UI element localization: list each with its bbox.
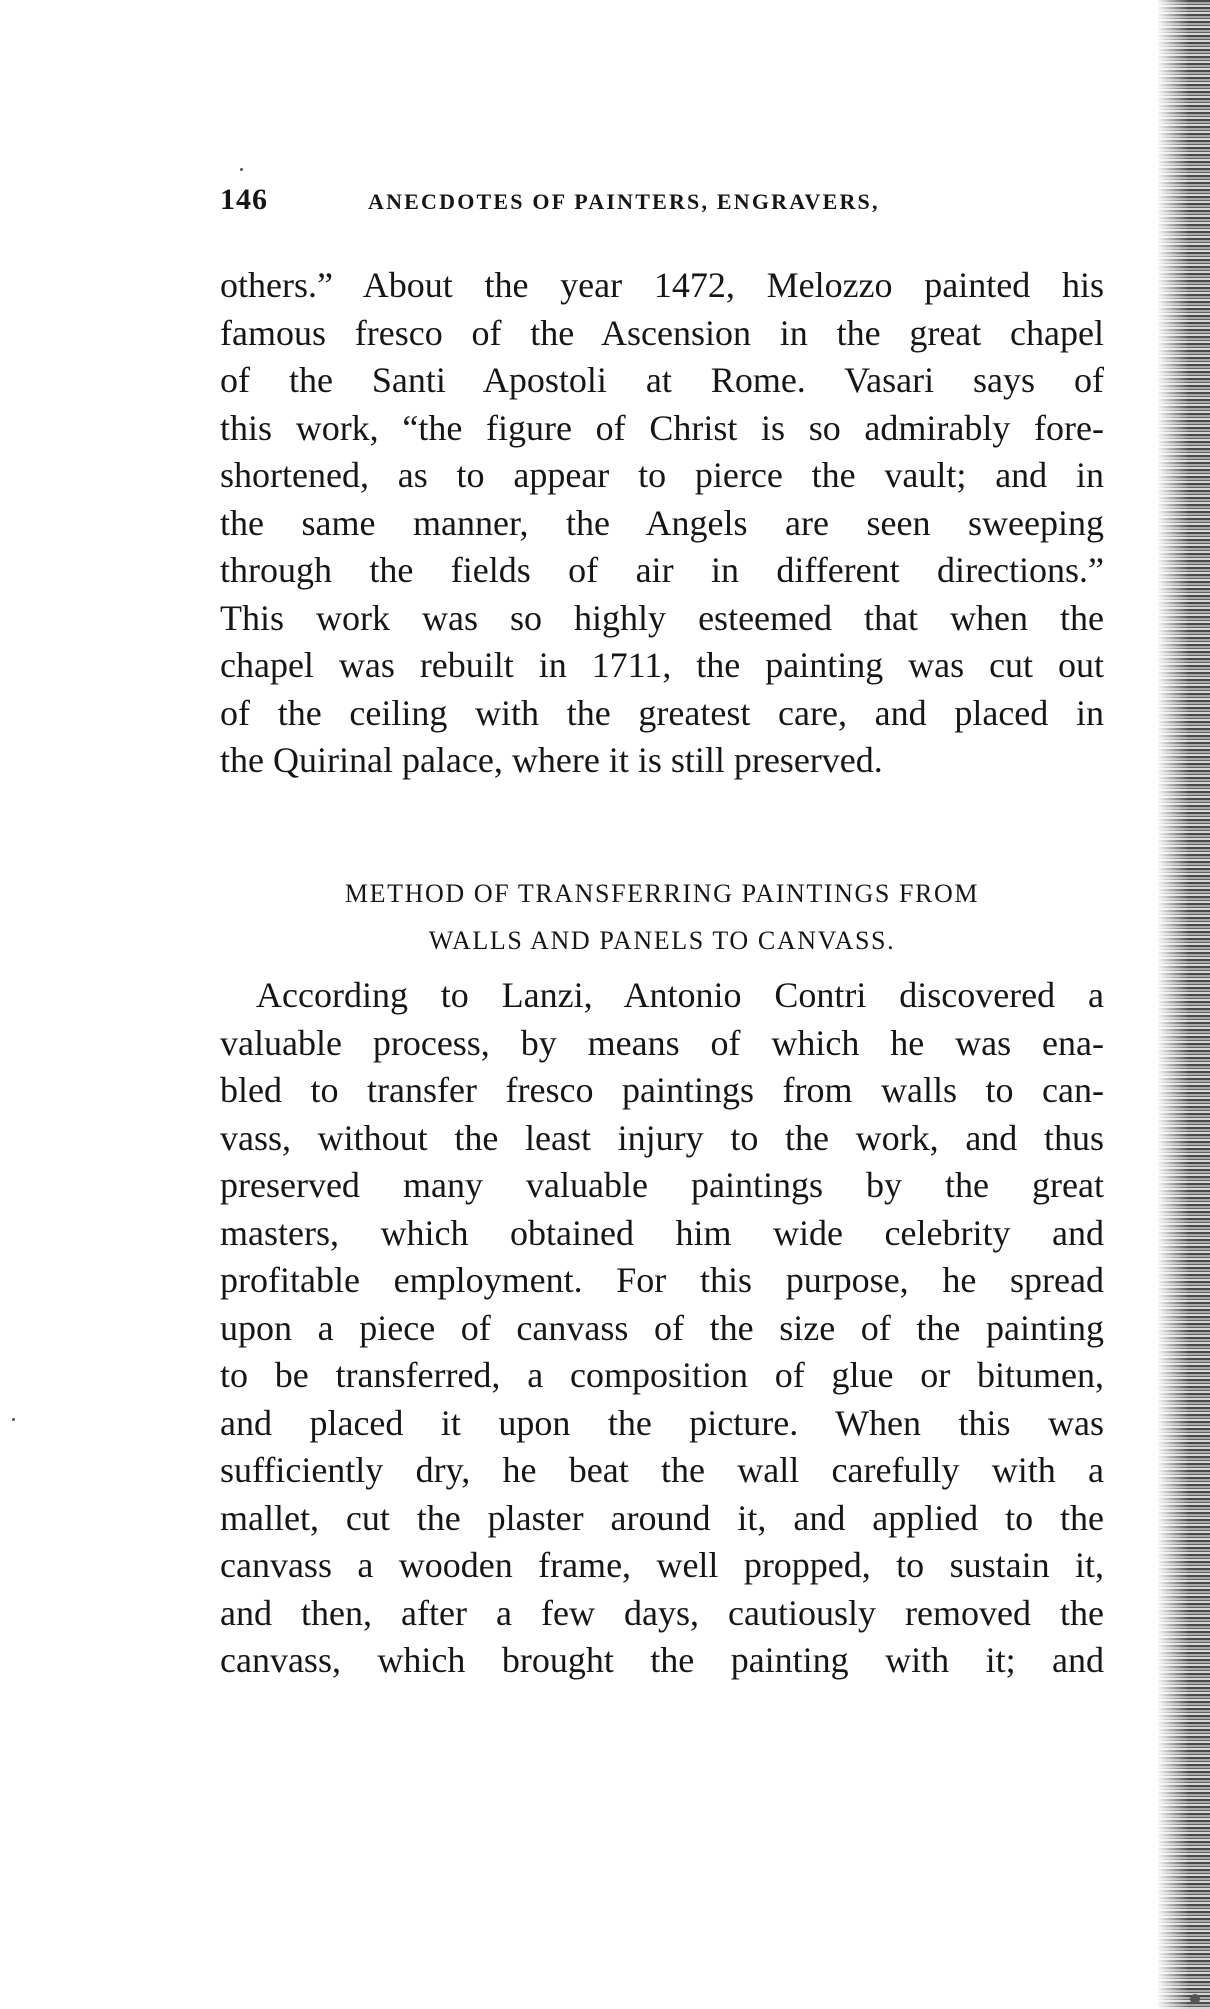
section-heading [220,870,1104,964]
paper-speck [1190,1994,1200,2004]
text-line: profitable employment. For this purpose, he spread [220,1260,1104,1300]
page-number: 146 [220,183,268,216]
text-line: through the fields of air in different directions.” [220,550,1104,590]
text-line: masters, which obtained him wide celebrity and [220,1212,1104,1253]
text-line: to be transferred, a composition of glue or bitumen, [220,1355,1104,1395]
text-line: canvass, which brought the painting with it; and [220,1640,1104,1680]
section-heading-line-1: METHOD OF TRANSFERRING PAINTINGS FROM [344,879,980,908]
text-line: valuable process, by means of which he was ena- [220,1022,1104,1063]
paragraph-ascension-fresco [220,262,1104,785]
text-line: famous fresco of the Ascension in the great chapel [220,312,1104,353]
text-line: bled to transfer fresco paintings from walls to can- [220,1070,1104,1110]
text-line: upon a piece of canvass of the size of the painting [220,1307,1104,1348]
paper-speck [12,1418,15,1421]
text-line: and then, after a few days, cautiously removed the [220,1592,1104,1633]
text-line: and placed it upon the picture. When this was [220,1402,1104,1443]
text-line: sufficiently dry, he beat the wall carefully with a [220,1450,1104,1490]
paragraph-transfer-method [220,972,1104,1685]
text-line: of the Santi Apostoli at Rome. Vasari says of [220,360,1104,400]
text-line: others.” About the year 1472, Melozzo painted his [220,265,1104,305]
text-line: mallet, cut the plaster around it, and applied to the [220,1497,1104,1538]
section-heading-line-2: WALLS AND PANELS TO CANVASS. [428,926,896,955]
text-line: This work was so highly esteemed that when the [220,597,1104,638]
text-line: canvass a wooden frame, well propped, to sustain it, [220,1545,1104,1585]
text-line: vass, without the least injury to the work, and thus [220,1117,1104,1158]
text-line: the Quirinal palace, where it is still preserved. [220,740,883,780]
text-line: shortened, as to appear to pierce the vault; and in [220,455,1104,495]
text-line: this work, “the figure of Christ is so admirably fore- [220,407,1104,448]
paper-speck [240,168,243,171]
running-head [220,183,1100,223]
running-head-title: ANECDOTES OF PAINTERS, ENGRAVERS, [368,189,880,214]
text-line: of the ceiling with the greatest care, and placed in [220,692,1104,733]
text-line: the same manner, the Angels are seen sweeping [220,502,1104,543]
text-line: According to Lanzi, Antonio Contri discovered a [256,975,1104,1015]
text-line: preserved many valuable paintings by the great [220,1165,1104,1205]
page-edge-texture [1158,0,1210,2009]
text-line: chapel was rebuilt in 1711, the painting was cut out [220,645,1104,685]
